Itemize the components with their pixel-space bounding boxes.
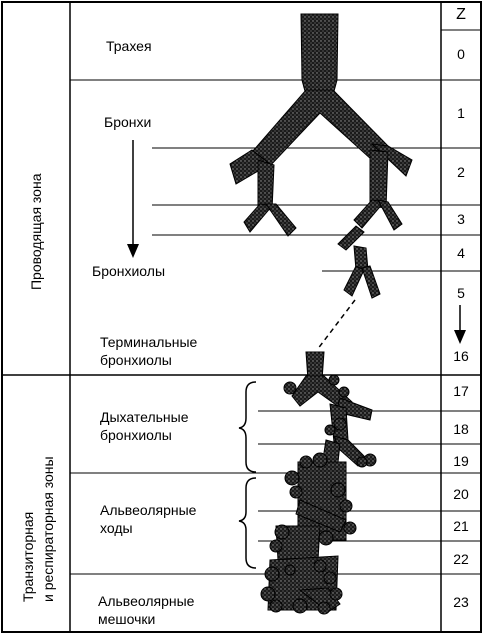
level-lines [70, 30, 481, 574]
z-value: 18 [453, 421, 469, 437]
airway-tree [230, 14, 412, 380]
trachea-label: Трахея [106, 38, 152, 54]
z-value: 22 [453, 551, 469, 567]
terminal-bronchioles-label-line1: Терминальные [100, 334, 198, 350]
z-value: 16 [453, 348, 469, 364]
bronchioles-label: Бронхиолы [92, 263, 166, 279]
z-value: 23 [453, 594, 469, 610]
terminal-bronchioles-label-line2: бронхиолы [100, 352, 172, 368]
z-value: 2 [457, 164, 465, 180]
z-value: 21 [453, 518, 469, 534]
z-value: 4 [457, 245, 465, 261]
alveolar-sacs-label-line2: мешочки [98, 611, 156, 627]
respiratory-bronchioles-label-line2: бронхиолы [100, 427, 172, 443]
z-value: 1 [457, 105, 465, 121]
z-value: 19 [453, 453, 469, 469]
z-value: 17 [453, 383, 469, 399]
alveolar-sacs-label-line1: Альвеолярные [98, 593, 195, 609]
alveolar-ducts-label-line2: ходы [100, 520, 133, 536]
alveolar-ducts-brace [239, 478, 256, 568]
bronchi-label: Бронхи [104, 114, 152, 130]
dashed-connector [317, 300, 355, 350]
bronchi-to-bronchioles-arrow [127, 140, 139, 258]
transitional-zone-label-line1: Транзиторная [20, 511, 36, 602]
respiratory-bronchioles-brace [239, 382, 256, 472]
outer-frame [2, 2, 481, 632]
z-value: 3 [457, 211, 465, 227]
z-value: 5 [457, 285, 465, 301]
z-value: 0 [457, 46, 465, 62]
z-range-arrow [454, 305, 466, 344]
z-value: 20 [453, 486, 469, 502]
alveolar-ducts-label-line1: Альвеолярные [100, 502, 197, 518]
conducting-zone-label: Проводящая зона [28, 173, 44, 290]
z-header: Z [456, 6, 466, 23]
respiratory-bronchioles-label-line1: Дыхательные [100, 409, 189, 425]
transitional-zone-label-line2: и респираторная зоны [40, 456, 56, 602]
